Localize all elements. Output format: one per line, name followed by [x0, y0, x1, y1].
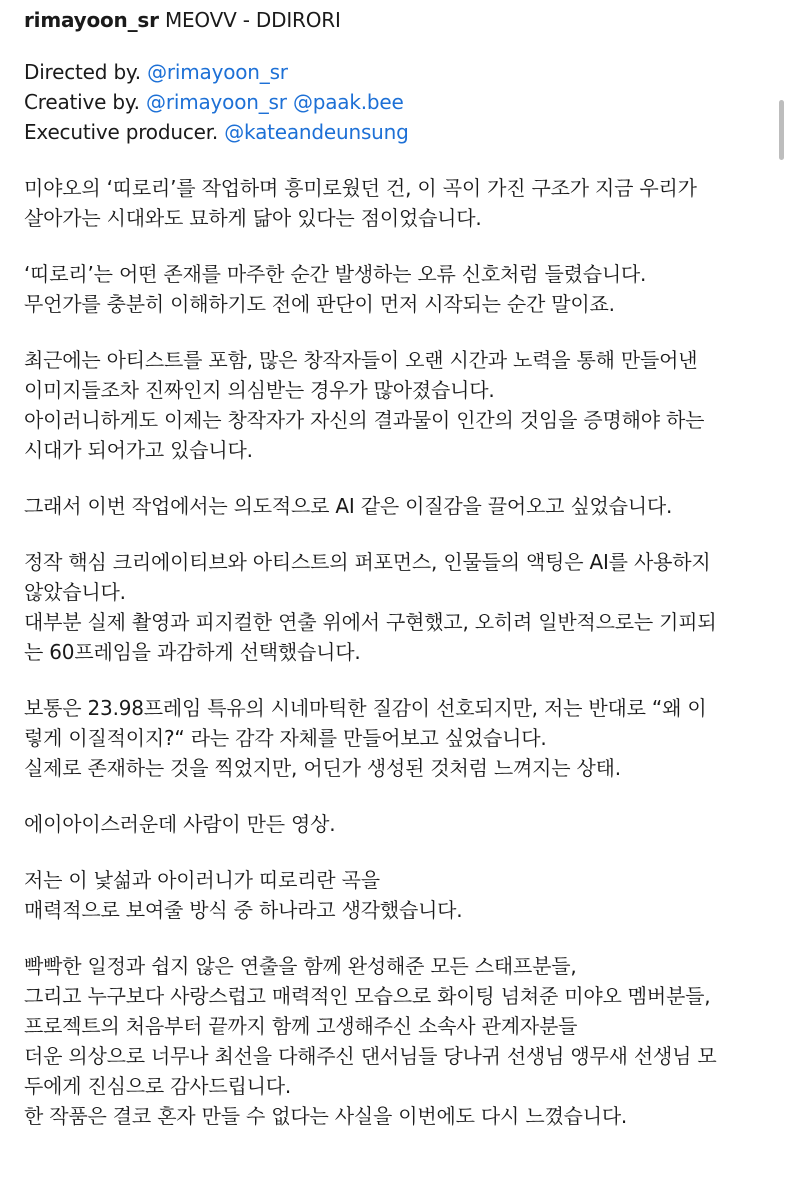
paragraph: [24, 491, 769, 521]
paragraph: [24, 173, 769, 233]
paragraph-line: 않았습니다.: [24, 580, 126, 604]
paragraph-line: 렇게 이질적이지?“ 라는 감각 자체를 만들어보고 싶었습니다.: [24, 726, 547, 750]
mention-link[interactable]: @kateandeunsung: [224, 120, 409, 144]
paragraph: [24, 951, 769, 1131]
mention-link[interactable]: @paak.bee: [292, 90, 404, 114]
paragraph-line: 그리고 누구보다 사랑스럽고 매력적인 모습으로 화이팅 넘쳐준 미야오 멤버분들,: [24, 984, 711, 1008]
paragraph: [24, 345, 769, 465]
credit-line-executive: [24, 117, 769, 147]
post-caption: [24, 0, 769, 1131]
credit-label: Creative by.: [24, 90, 140, 114]
paragraph-line: 프로젝트의 처음부터 끝까지 함께 고생해주신 소속사 관계자분들: [24, 1014, 578, 1038]
paragraph-line: 보통은 23.98프레임 특유의 시네마틱한 질감이 선호되지만, 저는 반대로 “왜 이: [24, 696, 707, 720]
paragraph-line: 실제로 존재하는 것을 찍었지만, 어딘가 생성된 것처럼 느껴지는 상태.: [24, 756, 621, 780]
paragraph-line: 매력적으로 보여줄 방식 중 하나라고 생각했습니다.: [24, 898, 463, 922]
paragraph-line: 아이러니하게도 이제는 창작자가 자신의 결과물이 인간의 것임을 증명해야 하는: [24, 408, 705, 432]
paragraph-line: 두에게 진심으로 감사드립니다.: [24, 1074, 292, 1098]
paragraph: [24, 809, 769, 839]
scrollbar-thumb[interactable]: [779, 100, 784, 160]
paragraph-line: 한 작품은 결코 혼자 만들 수 없다는 사실을 이번에도 다시 느꼈습니다.: [24, 1104, 628, 1128]
username-link[interactable]: rimayoon_sr: [24, 8, 159, 32]
paragraph-line: 빡빡한 일정과 쉽지 않은 연출을 함께 완성해준 모든 스태프분들,: [24, 954, 577, 978]
paragraph-line: 살아가는 시대와도 묘하게 닮아 있다는 점이었습니다.: [24, 206, 482, 230]
paragraph-line: 미야오의 ‘띠로리’를 작업하며 흥미로웠던 건, 이 곡이 가진 구조가 지금 우리가: [24, 176, 697, 200]
credits-block: [24, 57, 769, 147]
credit-line-directed: [24, 57, 769, 87]
song-title: MEOVV - DDIRORI: [164, 8, 341, 32]
paragraph-line: 정작 핵심 크리에이티브와 아티스트의 퍼포먼스, 인물들의 액팅은 AI를 사용하지: [24, 550, 711, 574]
paragraph-line: 그래서 이번 작업에서는 의도적으로 AI 같은 이질감을 끌어오고 싶었습니다.: [24, 494, 673, 518]
paragraph-line: 최근에는 아티스트를 포함, 많은 창작자들이 오랜 시간과 노력을 통해 만들어낸: [24, 348, 698, 372]
credit-line-creative: [24, 87, 769, 117]
mention-link[interactable]: @rimayoon_sr: [147, 60, 288, 84]
paragraph-line: 대부분 실제 촬영과 피지컬한 연출 위에서 구현했고, 오히려 일반적으로는 기피되: [24, 610, 717, 634]
paragraph: [24, 547, 769, 667]
paragraph-line: 는 60프레임을 과감하게 선택했습니다.: [24, 640, 361, 664]
paragraph-line: 무언가를 충분히 이해하기도 전에 판단이 먼저 시작되는 순간 말이죠.: [24, 292, 615, 316]
paragraph: [24, 693, 769, 783]
paragraph: [24, 259, 769, 319]
post-header: [24, 0, 769, 40]
paragraph-line: 시대가 되어가고 있습니다.: [24, 438, 253, 462]
paragraph-line: 저는 이 낯섦과 아이러니가 띠로리란 곡을: [24, 868, 380, 892]
paragraph-line: 더운 의상으로 너무나 최선을 다해주신 댄서님들 당나귀 선생님 앵무새 선생님 모: [24, 1044, 717, 1068]
paragraph: [24, 865, 769, 925]
credit-label: Directed by.: [24, 60, 141, 84]
paragraph-line: 에이아이스러운데 사람이 만든 영상.: [24, 812, 336, 836]
paragraph-line: ‘띠로리’는 어떤 존재를 마주한 순간 발생하는 오류 신호처럼 들렸습니다.: [24, 262, 647, 286]
paragraph-line: 이미지들조차 진짜인지 의심받는 경우가 많아졌습니다.: [24, 378, 495, 402]
mention-link[interactable]: @rimayoon_sr: [146, 90, 287, 114]
credit-label: Executive producer.: [24, 120, 219, 144]
